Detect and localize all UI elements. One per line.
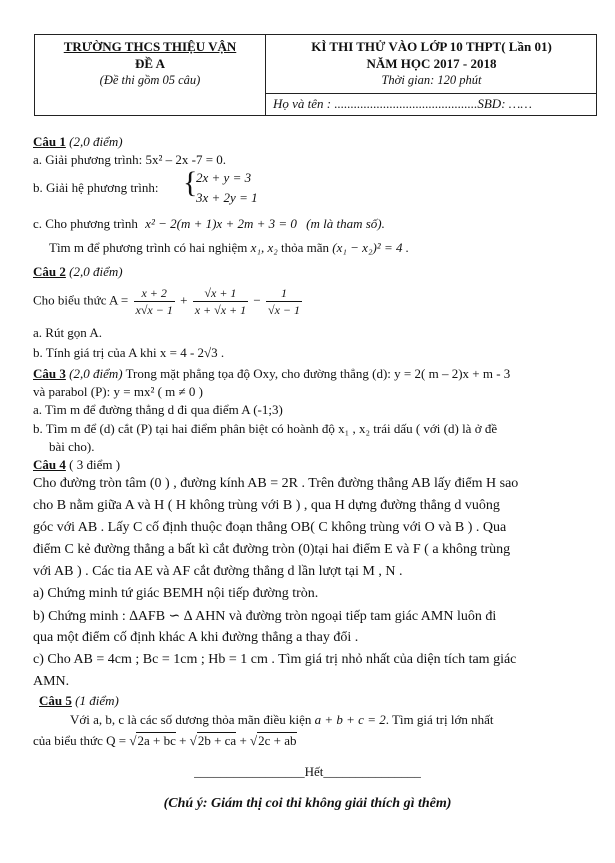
q5-heading (39, 693, 119, 709)
q1-part-c-note: (m là tham số). (306, 216, 385, 231)
end-marker: _________________Hết_______________ (194, 764, 421, 779)
school-name: TRƯỜNG THCS THIỆU VẬN (63, 39, 237, 54)
q3-part-b-line-2: bài cho). (49, 439, 95, 454)
q4-title: Câu 4 (33, 457, 66, 472)
fraction-1-denominator: x√x − 1 (135, 303, 173, 317)
q2-points: (2,0 điểm) (69, 264, 123, 279)
q1-task-condition: (x₁ − x₂)² = 4 . (332, 240, 409, 255)
fraction-3 (266, 285, 302, 318)
q1-points: (2,0 điểm) (69, 134, 123, 149)
q5-condition: a + b + c = 2 (314, 712, 386, 727)
q1-title: Câu 1 (33, 134, 66, 149)
q2-expression: Cho biểu thức A = $\frac{x + 2}{x√x - 1}$ + $\frac{√x + 1}{x + √x + 1}$ − $\frac{1}{√x - 1}$ (33, 286, 300, 317)
q2-intro: Cho biểu thức A = (33, 292, 129, 308)
q1-part-c (33, 216, 385, 232)
q4-part-a: a) Chứng minh tứ giác BEMH nội tiếp đường tròn. (33, 586, 319, 601)
q4-line-2: cho B nằm giữa A và H ( H không trùng với B ) , qua H dựng đường thẳng d vuông (33, 498, 500, 513)
q3-intro-2: và parabol (P): y = mx² ( m ≠ 0 ) (33, 384, 203, 399)
q4-line-4: điểm C kẻ đường thẳng a bất kì cắt đường tròn (0)tại hai điểm E và F ( a không trùng (33, 542, 511, 557)
q4-points: ( 3 điểm ) (69, 457, 121, 472)
school-year: NĂM HỌC 2017 - 2018 (366, 56, 497, 71)
system-brace: { (183, 166, 198, 199)
q2-part-a: a. Rút gọn A. (33, 325, 102, 340)
fraction-2 (193, 285, 248, 318)
q5-radical-1: 2a + bc (137, 733, 176, 748)
candidate-name-line: Họ và tên : ............................................SBD: …… (273, 96, 532, 111)
q3-intro-1: Trong mặt phẳng tọa độ Oxy, cho đường thẳng (d): y = 2( m – 2)x + m - 3 (125, 366, 511, 381)
q3-part-a: a. Tìm m để đường thẳng d đi qua điểm A (-1;3) (33, 402, 283, 417)
q5-line-1 (70, 712, 493, 728)
q4-line-3: góc với AB . Lấy C cố định thuộc đoạn thẳng OB( C không trùng với O và B ) . Qua (33, 520, 507, 535)
exam-time: Thời gian: 120 phút (381, 73, 482, 87)
q1-task-text-2: thỏa mãn (281, 240, 330, 255)
q5-radical-3: 2c + ab (258, 733, 297, 748)
q2-heading (33, 264, 123, 280)
q5-text-2: của biểu thức Q = (33, 733, 127, 748)
q4-heading (33, 457, 120, 473)
exam-code: ĐỀ A (135, 56, 165, 71)
q1-heading (33, 134, 123, 150)
q1-system-eq1: 2x + y = 3 (196, 170, 252, 185)
fraction-1 (134, 285, 175, 318)
q3-heading (33, 366, 510, 382)
q4-part-b-line-1: b) Chứng minh : ∆AFB ∽ ∆ AHN và đường tròn ngoại tiếp tam giác AMN luôn đi (33, 609, 497, 624)
fraction-3-denominator: √x − 1 (267, 303, 300, 317)
q1-task-text-1: Tìm m để phương trình có hai nghiệm (49, 240, 248, 255)
q2-title: Câu 2 (33, 264, 66, 279)
q4-line-5: với AB ) . Các tia AE và AF cắt đường thẳng d lần lượt tại M , N . (33, 564, 403, 579)
q4-part-b-line-2: qua một điểm cố định khác A khi đường thẳng a thay đổi . (33, 630, 359, 645)
q5-text-1: Với a, b, c là các số dương thỏa mãn điều kiện (70, 712, 312, 727)
q5-points: (1 điểm) (75, 693, 119, 708)
fraction-2-numerator: √x + 1 (193, 285, 248, 302)
q5-radical-2: 2b + ca (197, 733, 237, 748)
q4-part-c-line-2: AMN. (33, 674, 70, 689)
proctor-note: (Chú ý: Giám thị coi thi không giải thích gì thêm) (163, 796, 452, 811)
exam-note: (Đề thi gồm 05 câu) (99, 73, 201, 87)
q4-line-1: Cho đường tròn tâm (0 ) , đường kính AB = 2R . Trên đường thẳng AB lấy điểm H sao (33, 476, 519, 491)
q5-title: Câu 5 (39, 693, 72, 708)
q1-part-c-task (49, 240, 409, 256)
q1-part-c-label: c. Cho phương trình (33, 216, 138, 231)
q1-system-eq2: 3x + 2y = 1 (196, 190, 258, 205)
q5-text-1-end: . Tìm giá trị lớn nhất (385, 712, 494, 727)
fraction-1-numerator: x + 2 (134, 285, 175, 302)
q5-line-2: của biểu thức Q = √2a + bc + √2b + ca + √2c + ab (33, 733, 297, 748)
fraction-2-denominator: x + √x + 1 (194, 303, 247, 317)
exam-title: KÌ THI THỬ VÀO LỚP 10 THPT( Lần 01) (311, 39, 552, 54)
q4-part-c-line-1: c) Cho AB = 4cm ; Bc = 1cm ; Hb = 1 cm . Tìm giá trị nhỏ nhất của diện tích tam giác (33, 652, 517, 667)
q1-part-b-label: b. Giải hệ phương trình: (33, 180, 159, 195)
q3-title: Câu 3 (33, 366, 66, 381)
header-box (34, 34, 597, 116)
q3-part-b-line-1: b. Tìm m để (d) cắt (P) tại hai điểm phân biệt có hoành độ x₁ , x₂ trái dấu ( với (d) là ở đề (33, 421, 498, 436)
q1-part-a: a. Giải phương trình: 5x² – 2x -7 = 0. (33, 152, 227, 167)
fraction-3-numerator: 1 (266, 285, 302, 302)
q3-points: (2,0 điểm) (69, 366, 123, 381)
q1-task-vars: x₁, x₂ (250, 240, 278, 255)
q2-part-b: b. Tính giá trị của A khi x = 4 - 2√3 . (33, 345, 225, 360)
q1-part-c-equation: x² − 2(m + 1)x + 2m + 3 = 0 (145, 216, 297, 231)
header-name-line (265, 93, 596, 94)
